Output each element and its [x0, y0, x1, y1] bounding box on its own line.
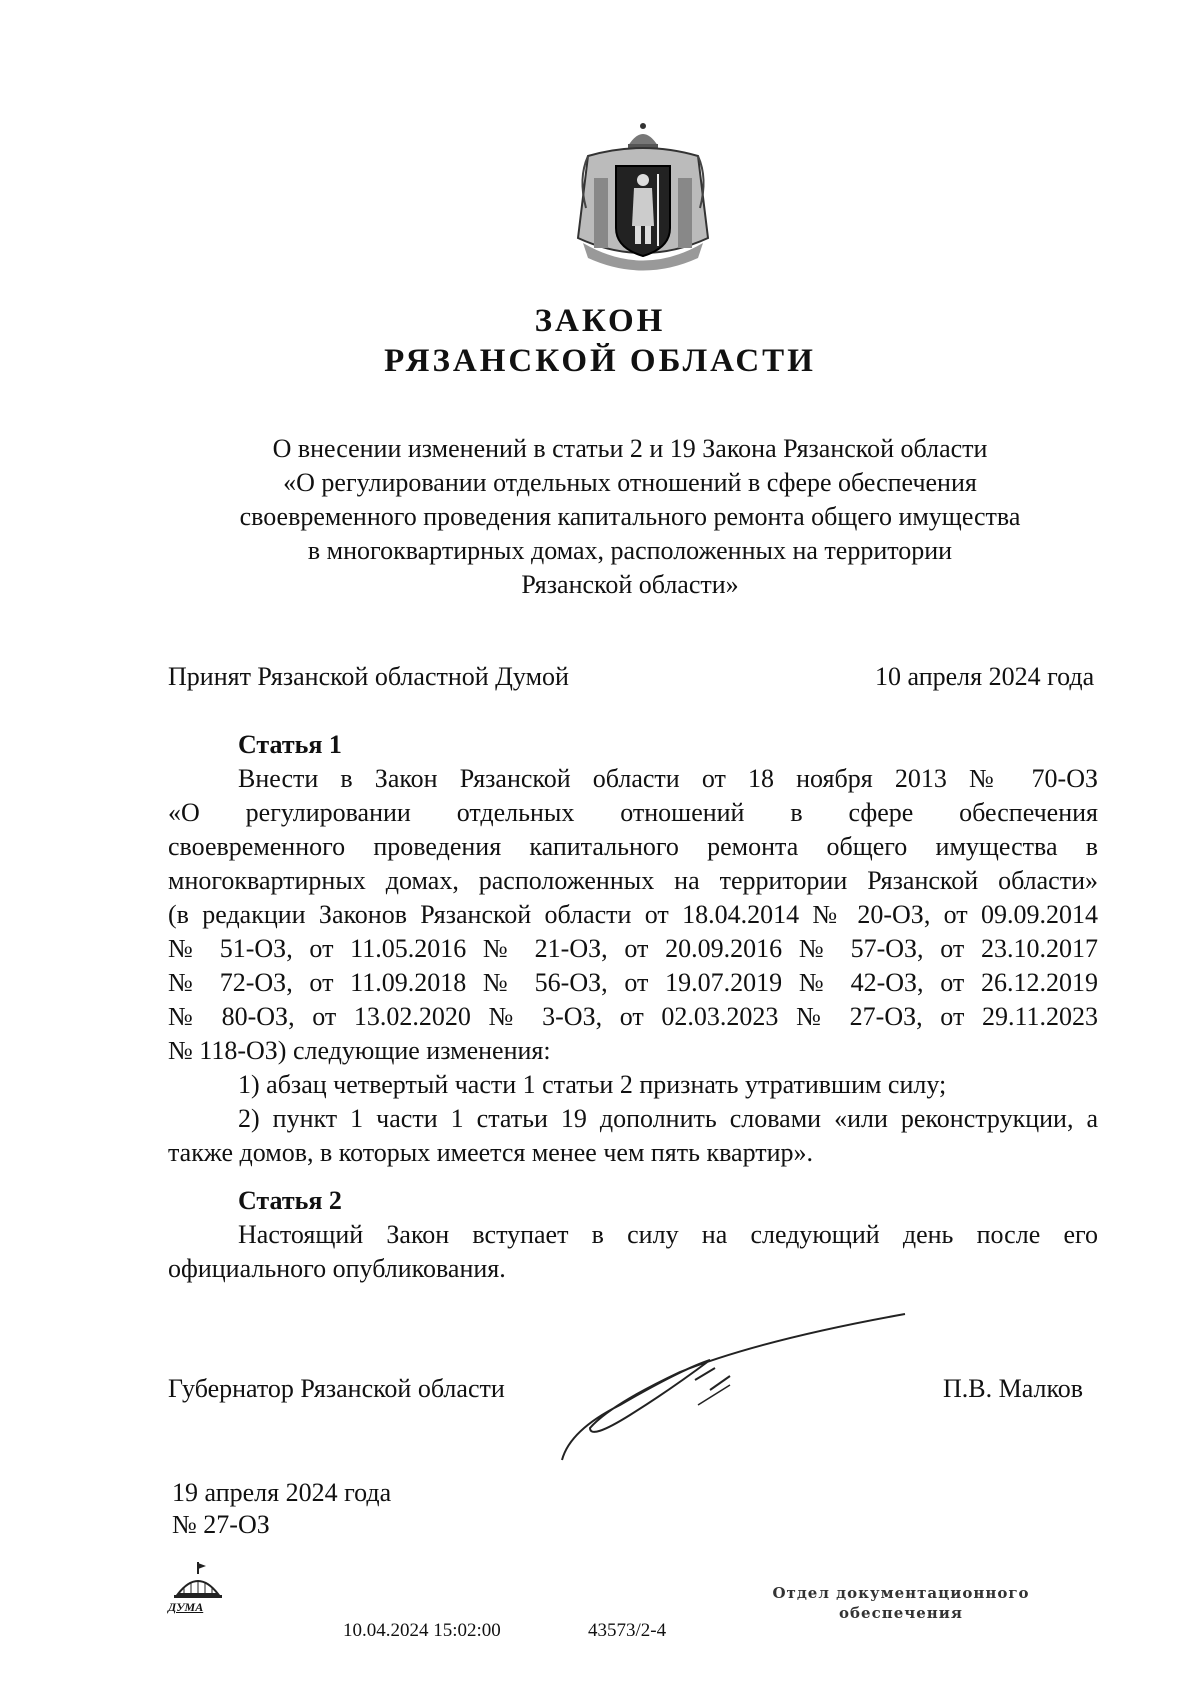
article-1-item-2-cont: также домов, в которых имеется менее чем пять квартир».: [168, 1138, 814, 1167]
article-1-line: Внести в Закон Рязанской области от 18 ноября 2013 № 70-ОЗ: [238, 764, 1098, 793]
registration-date: 19 апреля 2024 года: [172, 1478, 392, 1507]
subject-line: в многоквартирных домах, расположенных на территории: [307, 536, 953, 565]
article-1-line: № 80-ОЗ, от 13.02.2020 № 3-ОЗ, от 02.03.2023 № 27-ОЗ, от 29.11.2023: [168, 1002, 1098, 1031]
article-2-line: Настоящий Закон вступает в силу на следующий день после его: [238, 1220, 1098, 1249]
subject-line: О внесении изменений в статьи 2 и 19 Закона Рязанской области: [272, 434, 988, 463]
law-title-region: РЯЗАНСКОЙ ОБЛАСТИ: [384, 343, 816, 379]
adopted-by: Принят Рязанской областной Думой: [168, 662, 569, 691]
document-code: 43573/2-4: [588, 1620, 667, 1641]
law-title: ЗАКОН: [534, 303, 666, 339]
subject-line: своевременного проведения капитального ремонта общего имущества: [239, 502, 1021, 531]
print-timestamp: 10.04.2024 15:02:00: [343, 1620, 501, 1641]
article-1-line: № 118-ОЗ) следующие изменения:: [168, 1036, 551, 1065]
adopted-date: 10 апреля 2024 года: [875, 662, 1095, 691]
registration-number: № 27-ОЗ: [172, 1510, 270, 1539]
article-1-line: № 72-ОЗ, от 11.09.2018 № 56-ОЗ, от 19.07.2019 № 42-ОЗ, от 26.12.2019: [168, 968, 1098, 997]
signatory-name: П.В. Малков: [943, 1374, 1084, 1403]
article-2-line: официального опубликования.: [168, 1254, 506, 1283]
law-subject: [200, 432, 1060, 602]
department-stamp-line: обеспечения: [839, 1604, 963, 1622]
article-1-line: многоквартирных домах, расположенных на территории Рязанской области»: [168, 866, 1098, 895]
article-1-text: [168, 762, 1098, 1170]
duma-logo-text: ДУМА: [168, 1600, 204, 1614]
department-stamp-line: Отдел документационного: [772, 1584, 1030, 1602]
article-2-text: [168, 1218, 1098, 1286]
article-1-line: «О регулировании отдельных отношений в сфере обеспечения: [168, 798, 1098, 827]
article-1-line: (в редакции Законов Рязанской области от 18.04.2014 № 20-ОЗ, от 09.09.2014: [168, 900, 1098, 929]
subject-line: Рязанской области»: [521, 570, 739, 599]
signatory-position: Губернатор Рязанской области: [168, 1374, 505, 1403]
article-1-heading: Статья 1: [238, 730, 342, 759]
handwritten-signature: [560, 1310, 920, 1470]
department-stamp: [756, 1583, 1046, 1623]
coat-of-arms-icon: [558, 118, 728, 283]
article-2-heading: Статья 2: [238, 1186, 342, 1215]
article-1-line: № 51-ОЗ, от 11.05.2016 № 21-ОЗ, от 20.09.2016 № 57-ОЗ, от 23.10.2017: [168, 934, 1098, 963]
article-1-item-2: 2) пункт 1 части 1 статьи 19 дополнить словами «или реконструкции, а: [238, 1104, 1098, 1133]
article-1-item-1: 1) абзац четвертый части 1 статьи 2 признать утратившим силу;: [238, 1070, 947, 1099]
article-1-line: своевременного проведения капитального ремонта общего имущества в: [168, 832, 1098, 861]
subject-line: «О регулировании отдельных отношений в сфере обеспечения: [283, 468, 977, 497]
